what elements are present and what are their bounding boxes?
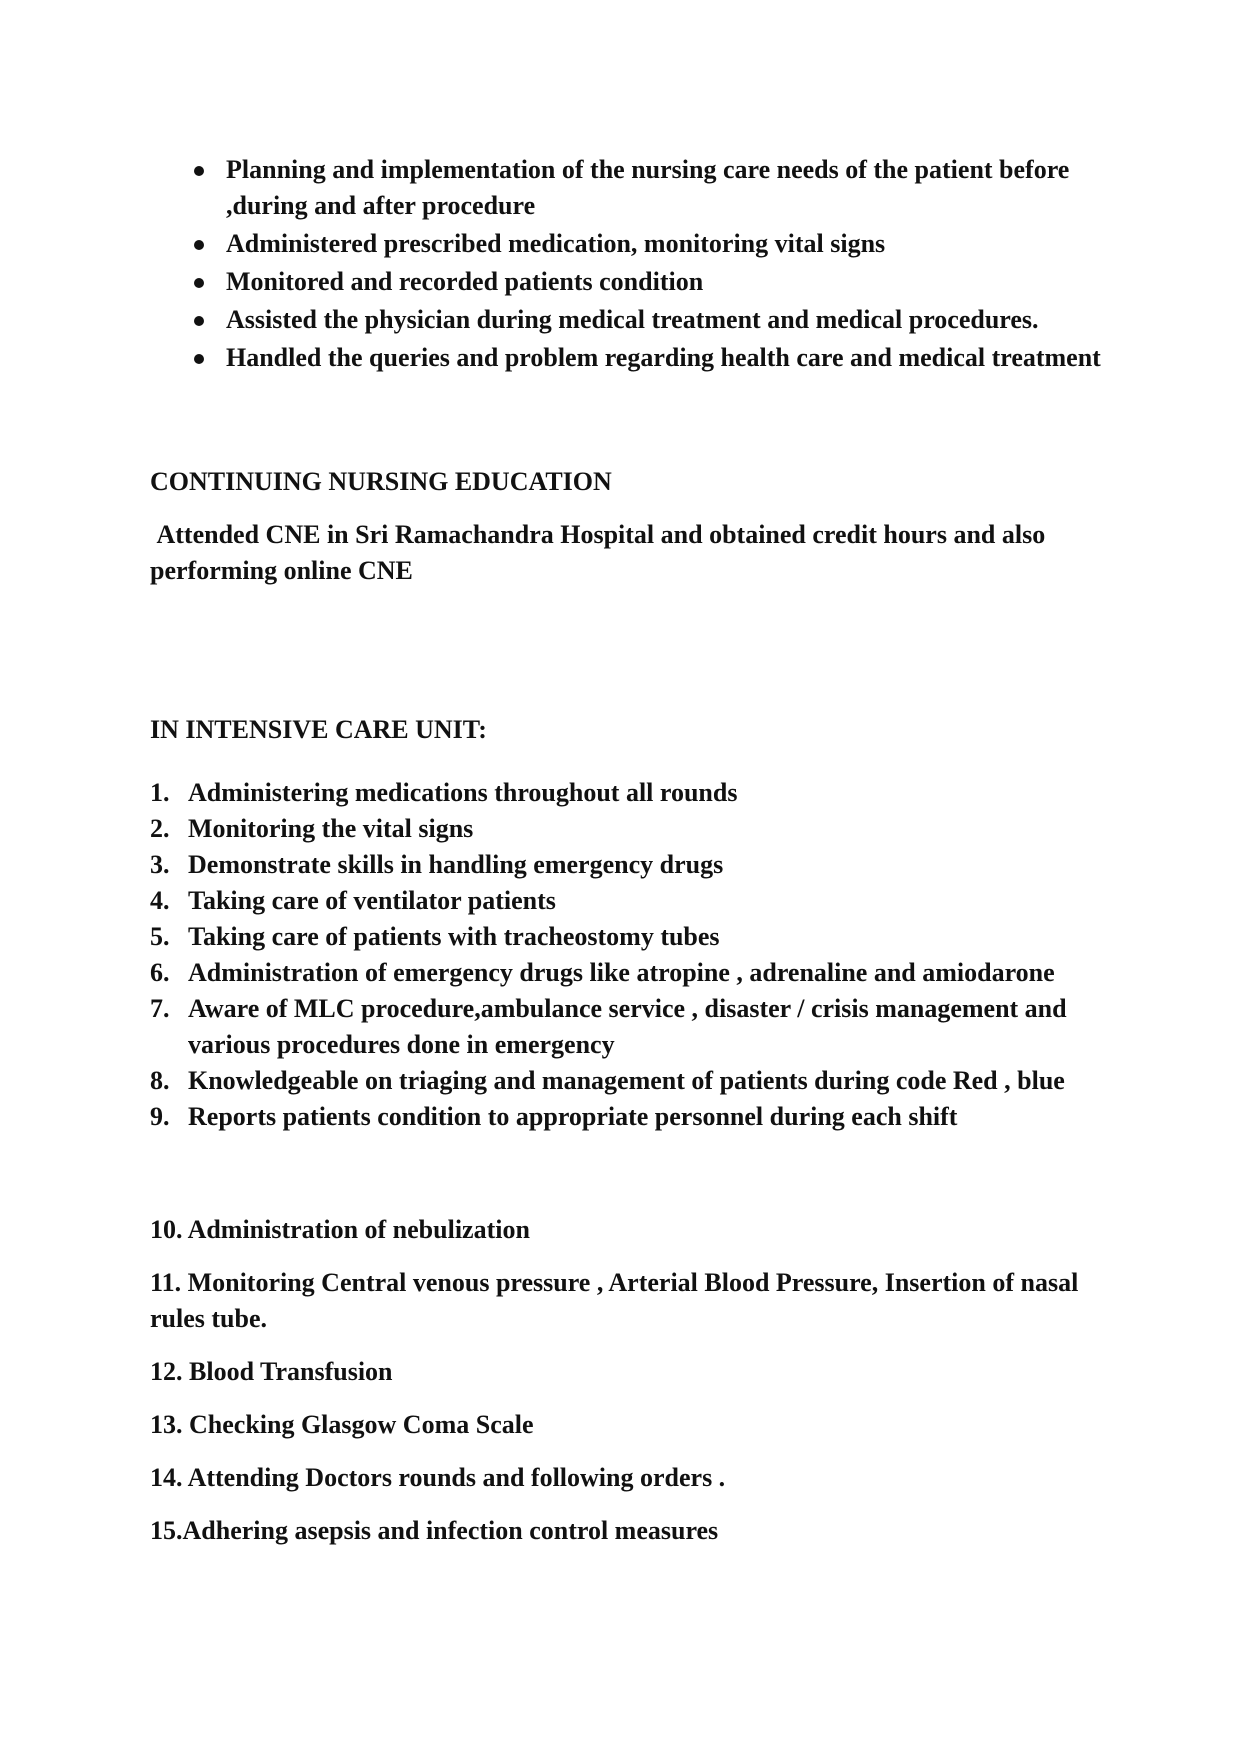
list-number: 8. <box>150 1066 170 1095</box>
bullet-item <box>150 264 1110 300</box>
list-item <box>150 919 1110 955</box>
bullet-text: Planning and implementation of the nursing care needs of the patient before ,during and after procedure <box>226 155 1070 220</box>
list-item-10: 10. Administration of nebulization <box>150 1215 530 1244</box>
list-text: Reports patients condition to appropriate personnel during each shift <box>188 1102 958 1131</box>
bullet-item <box>150 226 1110 262</box>
list-item <box>150 775 1110 811</box>
list-number: 9. <box>150 1102 170 1131</box>
list-number: 2. <box>150 814 170 843</box>
list-text: Knowledgeable on triaging and management of patients during code Red , blue <box>188 1066 1065 1095</box>
bullet-item <box>150 340 1110 376</box>
bullet-dot-icon <box>194 354 204 364</box>
list-number: 4. <box>150 886 170 915</box>
icu-heading: IN INTENSIVE CARE UNIT: <box>150 715 487 744</box>
list-text: Taking care of patients with tracheostomy tubes <box>188 922 720 951</box>
list-item-12: 12. Blood Transfusion <box>150 1357 393 1386</box>
list-text: Taking care of ventilator patients <box>188 886 556 915</box>
bullet-item <box>150 302 1110 338</box>
bullet-dot-icon <box>194 316 204 326</box>
list-number: 6. <box>150 958 170 987</box>
list-text: Administering medications throughout all rounds <box>188 778 738 807</box>
list-item <box>150 1063 1110 1099</box>
bullet-dot-icon <box>194 166 204 176</box>
list-item-14: 14. Attending Doctors rounds and following orders . <box>150 1463 726 1492</box>
icu-numbered-list <box>150 775 1110 1135</box>
list-item-15: 15.Adhering asepsis and infection control measures <box>150 1516 719 1545</box>
list-text: Administration of emergency drugs like atropine , adrenaline and amiodarone <box>188 958 1055 987</box>
list-item-11: 11. Monitoring Central venous pressure , Arterial Blood Pressure, Insertion of nasal rules tube. <box>150 1268 1079 1333</box>
list-item <box>150 883 1110 919</box>
bullet-text: Administered prescribed medication, monitoring vital signs <box>226 229 886 258</box>
list-item <box>150 1099 1110 1135</box>
list-item <box>150 991 1110 1063</box>
bullet-dot-icon <box>194 278 204 288</box>
list-number: 1. <box>150 778 170 807</box>
list-item <box>150 811 1110 847</box>
list-text: Monitoring the vital signs <box>188 814 474 843</box>
bullet-dot-icon <box>194 240 204 250</box>
bullet-text: Assisted the physician during medical treatment and medical procedures. <box>226 305 1039 334</box>
bullet-item <box>150 152 1110 224</box>
duties-bullet-list <box>150 152 1110 378</box>
list-number: 3. <box>150 850 170 879</box>
bullet-text: Monitored and recorded patients condition <box>226 267 704 296</box>
list-number: 7. <box>150 994 170 1023</box>
list-text: Aware of MLC procedure,ambulance service , disaster / crisis management and various procedures done in emergency <box>188 994 1067 1059</box>
list-item-13: 13. Checking Glasgow Coma Scale <box>150 1410 534 1439</box>
bullet-text: Handled the queries and problem regarding health care and medical treatment <box>226 343 1101 372</box>
list-text: Demonstrate skills in handling emergency drugs <box>188 850 724 879</box>
list-number: 5. <box>150 922 170 951</box>
cne-paragraph: Attended CNE in Sri Ramachandra Hospital and obtained credit hours and also performing online CNE <box>150 520 1052 585</box>
list-item <box>150 955 1110 991</box>
list-item <box>150 847 1110 883</box>
cne-heading: CONTINUING NURSING EDUCATION <box>150 467 612 496</box>
